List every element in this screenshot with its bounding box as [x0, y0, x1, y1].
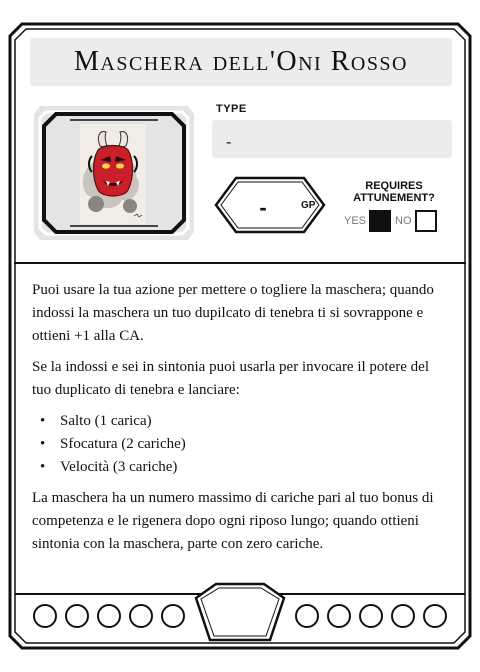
charge-circle-right[interactable]	[360, 605, 382, 627]
type-label: TYPE	[216, 103, 247, 115]
spell-list-item: • Sfocatura (2 cariche)	[32, 433, 450, 456]
cost-box[interactable]	[214, 176, 326, 234]
charge-circle-left[interactable]	[162, 605, 184, 627]
charge-circle-left[interactable]	[34, 605, 56, 627]
item-description	[32, 279, 450, 564]
description-paragraph-3: La maschera ha un numero massimo di cariche pari al tuo bonus di competenza e le rigenera dopo ogni riposo lungo; quando ottieni sintonia con la maschera, parte con zero cariche.	[32, 490, 434, 552]
charge-circle-right[interactable]	[424, 605, 446, 627]
charge-circle-left[interactable]	[66, 605, 88, 627]
charge-circle-left[interactable]	[130, 605, 152, 627]
charge-circles-right	[296, 605, 446, 627]
spell-list-item: • Velocità (3 cariche)	[32, 456, 450, 479]
attunement-no-checkbox[interactable]	[415, 210, 437, 232]
attunement-options	[344, 210, 437, 232]
item-title: Maschera dell'Oni Rosso	[73, 46, 409, 77]
cost-unit: GP	[301, 200, 316, 211]
spell-list-item: • Salto (1 carica)	[32, 410, 450, 433]
attunement-yes-checkbox[interactable]	[369, 210, 391, 232]
attunement-label: REQUIRES ATTUNEMENT?	[353, 180, 435, 204]
attunement-no-label: NO	[395, 215, 412, 227]
charge-circle-right[interactable]	[328, 605, 350, 627]
oni-mask-image	[30, 100, 198, 246]
section-divider	[14, 262, 466, 264]
item-image-frame	[30, 100, 198, 246]
description-paragraph-1: Puoi usare la tua azione per mettere o togliere la maschera; quando indossi la maschera un tuo dupilcato di tenebra ti si sovrappone e ottieni +1 alla CA.	[32, 282, 434, 344]
attunement-yes-label: YES	[344, 215, 367, 227]
charge-circle-right[interactable]	[392, 605, 414, 627]
charge-circle-left[interactable]	[98, 605, 120, 627]
type-field[interactable]: -	[212, 120, 452, 158]
spell-list	[32, 410, 450, 479]
cost-value: -	[259, 195, 267, 220]
description-paragraph-2: Se la indossi e sei in sintonia puoi usarla per invocare il potere del tuo duplicato di tenebra e lanciare:	[32, 359, 429, 398]
charge-circle-right[interactable]	[296, 605, 318, 627]
charge-circles-left	[34, 605, 184, 627]
title-bar	[30, 38, 452, 86]
